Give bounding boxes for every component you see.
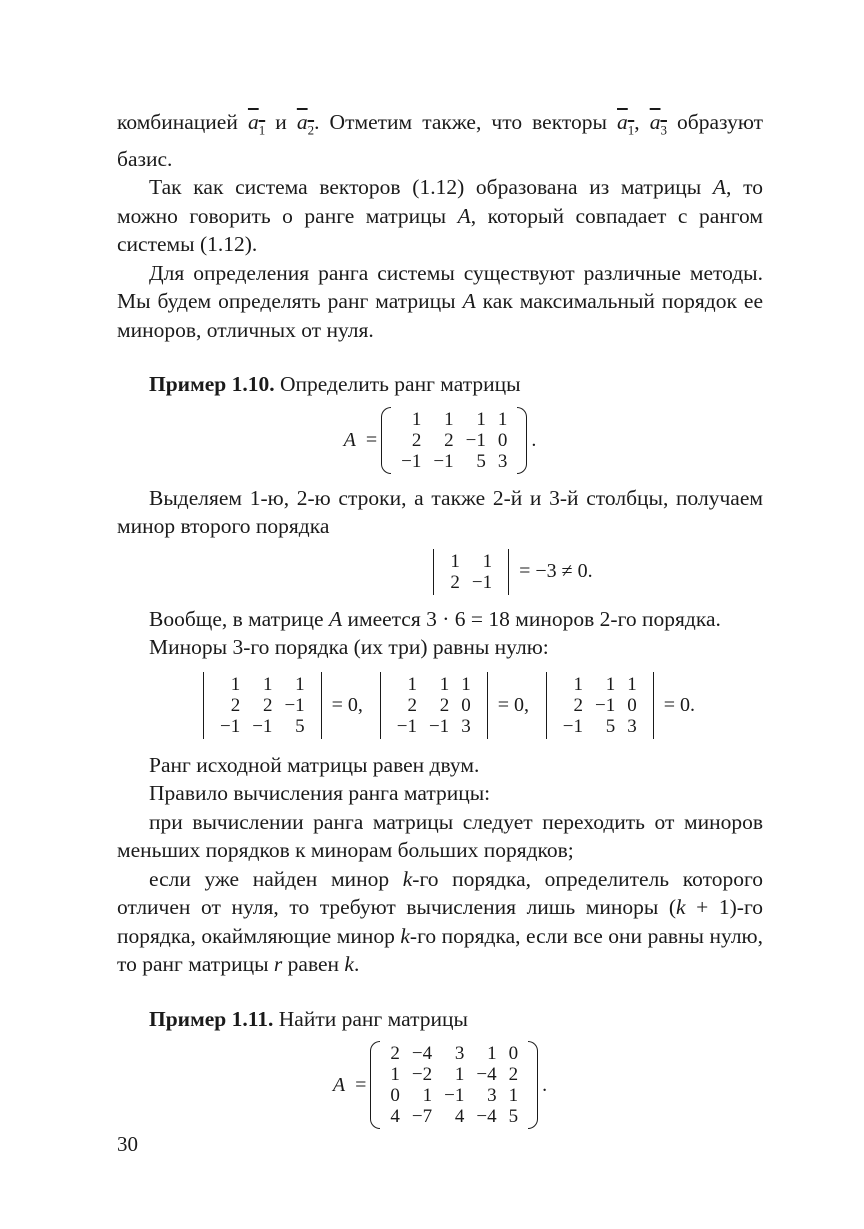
matrix-cell: 1 xyxy=(444,408,454,430)
minor-3x3 xyxy=(540,672,695,739)
minor-result: = 0. xyxy=(663,693,695,716)
matrix-row xyxy=(557,674,643,695)
matrix-cell: 1 xyxy=(461,673,471,695)
matrix-1-grid xyxy=(395,409,513,472)
vector-a1: $a_1$ xyxy=(247,110,266,138)
matrix-row xyxy=(395,409,513,430)
matrix-2-grid xyxy=(384,1043,524,1127)
example-2-heading: Пример 1.11. Найти ранг матрицы xyxy=(149,1006,468,1031)
matrix-cell: 5 xyxy=(605,715,616,737)
matrix-cell: 3 xyxy=(497,450,508,472)
matrix-cell: −7 xyxy=(411,1106,433,1128)
matrix-2: A = 2 −4 3 1 0 1 −2 1 −4 2 0 1 −1 3 1 4 −7 4 −4 5 . xyxy=(332,1043,548,1128)
matrix-row xyxy=(214,674,311,695)
paragraph-6: Миноры 3-го порядка (их три) равны нулю: xyxy=(149,635,549,660)
paragraph-1: комбинацией $a_1$ и $a_2$. Отметим также, что векторы $a_1$, $a_3$ образуют базис. xyxy=(117,110,763,171)
matrix-row xyxy=(444,551,498,572)
paragraph-9: при вычислении ранга матрицы следует переходить от миноров меньших порядков к минорам больших порядков; xyxy=(117,809,763,863)
matrix-cell: −1 xyxy=(252,715,273,737)
matrix-cell: 3 xyxy=(627,715,637,737)
paragraph-7: Ранг исходной матрицы равен двум. xyxy=(149,752,480,777)
matrix-cell: −1 xyxy=(428,715,450,737)
matrix-cell: 5 xyxy=(508,1106,519,1128)
minor-3x3-grid xyxy=(557,674,643,737)
matrix-cell: 0 xyxy=(497,429,508,451)
matrix-cell: 2 xyxy=(444,429,454,451)
matrix-cell: 2 xyxy=(230,694,241,716)
matrix-cell: −1 xyxy=(401,450,422,472)
matrix-cell: 5 xyxy=(476,450,486,472)
matrix-cell: 1 xyxy=(422,1085,433,1107)
matrix-row xyxy=(557,716,643,737)
matrix-cell: −1 xyxy=(562,715,583,737)
minor-2x2: 1 1 2 −1 = −3 ≠ 0. xyxy=(257,549,763,595)
matrix-cell: 4 xyxy=(454,1106,465,1128)
matrix-cell: 1 xyxy=(487,1043,497,1065)
matrix-cell: 2 xyxy=(508,1064,519,1086)
matrix-cell: −1 xyxy=(444,1085,465,1107)
minor-3x3-grid xyxy=(214,674,311,737)
paragraph-4: Выделяем 1-ю, 2-ю строки, а также 2-й и 3-й столбцы, получаем минор второго порядка xyxy=(117,485,763,539)
matrix-cell: −4 xyxy=(411,1043,433,1065)
matrix-row xyxy=(384,1106,524,1127)
vector-a2: $a_2$ xyxy=(296,110,315,138)
matrix-cell: 1 xyxy=(482,550,493,572)
matrix-cell: 1 xyxy=(454,1064,465,1086)
matrix-cell: 1 xyxy=(295,673,305,695)
matrix-cell: −1 xyxy=(284,694,305,716)
matrix-cell: 0 xyxy=(461,694,471,716)
vector-a1: $a_1$ xyxy=(617,110,635,138)
matrix-row xyxy=(395,430,513,451)
matrix-cell: 1 xyxy=(390,1064,400,1086)
text-column xyxy=(117,108,763,1139)
matrix-cell: −1 xyxy=(471,571,493,593)
matrix-cell: 1 xyxy=(605,673,616,695)
matrix-cell: 1 xyxy=(230,673,241,695)
minor-result: = 0, xyxy=(331,693,363,716)
matrix-cell: 2 xyxy=(390,1043,400,1065)
matrix-cell: 2 xyxy=(573,694,583,716)
matrix-cell: −4 xyxy=(476,1106,497,1128)
matrix-cell: 0 xyxy=(390,1085,400,1107)
example-1-heading: Пример 1.10. Определить ранг матрицы xyxy=(149,372,521,397)
matrix-cell: −1 xyxy=(396,715,417,737)
matrix-cell: 2 xyxy=(450,571,460,593)
matrix-cell: 4 xyxy=(390,1106,400,1128)
matrix-cell: −4 xyxy=(476,1064,497,1086)
matrix-cell: 0 xyxy=(627,694,637,716)
matrix-cell: −1 xyxy=(220,715,241,737)
paragraph-3: Для определения ранга системы существуют различные методы. Мы будем определять ранг матрицы A как максимальный порядок ее миноров, отличных от нуля. xyxy=(117,260,763,342)
paragraph-8: Правило вычисления ранга матрицы: xyxy=(149,781,491,806)
matrix-row xyxy=(444,572,498,593)
minor-3x3-grid xyxy=(391,674,477,737)
matrix-cell: 0 xyxy=(508,1043,519,1065)
minor-3x3 xyxy=(374,672,529,739)
matrix-cell: 1 xyxy=(262,673,273,695)
matrix-row xyxy=(384,1064,524,1085)
matrix-row xyxy=(214,716,311,737)
matrix-row xyxy=(395,451,513,472)
minor-result: = 0, xyxy=(497,693,529,716)
matrix-row xyxy=(391,674,477,695)
matrix-cell: 2 xyxy=(407,694,417,716)
paragraph-10: если уже найден минор k-го порядка, определитель которого отличен от нуля, то требуют вычисления лишь миноры (k + 1)-го порядка, окаймляющие минор k-го порядка, если все они равны нулю, то ранг матрицы r равен k. xyxy=(117,866,763,977)
paragraph-5: Вообще, в матрице A имеется 3 · 6 = 18 миноров 2-го порядка. xyxy=(149,606,721,631)
matrix-cell: 1 xyxy=(411,408,422,430)
matrix-cell: 3 xyxy=(461,715,471,737)
matrix-cell: 1 xyxy=(407,673,417,695)
matrix-cell: 1 xyxy=(508,1085,519,1107)
matrix-cell: 1 xyxy=(450,550,460,572)
matrix-row xyxy=(214,695,311,716)
matrix-cell: 1 xyxy=(476,408,486,430)
matrix-cell: 5 xyxy=(295,715,305,737)
matrix-cell: 3 xyxy=(454,1043,465,1065)
matrix-row xyxy=(391,716,477,737)
matrix-1: A = 1 1 1 1 2 2 −1 0 −1 −1 5 3 . xyxy=(343,408,537,472)
matrix-cell: −1 xyxy=(465,429,486,451)
matrix-row xyxy=(557,695,643,716)
page-number: 30 xyxy=(117,1132,138,1156)
matrix-cell: 2 xyxy=(411,429,422,451)
matrix-cell: 2 xyxy=(262,694,273,716)
matrix-cell: 1 xyxy=(439,673,450,695)
minor-2x2-grid xyxy=(444,551,498,593)
matrix-cell: 3 xyxy=(487,1085,497,1107)
matrix-row xyxy=(384,1085,524,1106)
matrix-row xyxy=(391,695,477,716)
matrix-cell: −1 xyxy=(433,450,454,472)
minors-3x3-row xyxy=(197,672,695,739)
minor-3x3 xyxy=(197,672,363,739)
matrix-cell: 1 xyxy=(497,408,508,430)
matrix-row xyxy=(384,1043,524,1064)
matrix-cell: 1 xyxy=(627,673,637,695)
matrix-cell: 2 xyxy=(439,694,450,716)
paragraph-2: Так как система векторов (1.12) образована из матрицы A, то можно говорить о ранге матрицы A, который совпадает с рангом системы (1.12). xyxy=(117,175,763,257)
matrix-cell: 1 xyxy=(573,673,583,695)
matrix-cell: −2 xyxy=(411,1064,433,1086)
matrix-cell: −1 xyxy=(595,694,616,716)
vector-a3: $a_3$ xyxy=(649,110,667,138)
